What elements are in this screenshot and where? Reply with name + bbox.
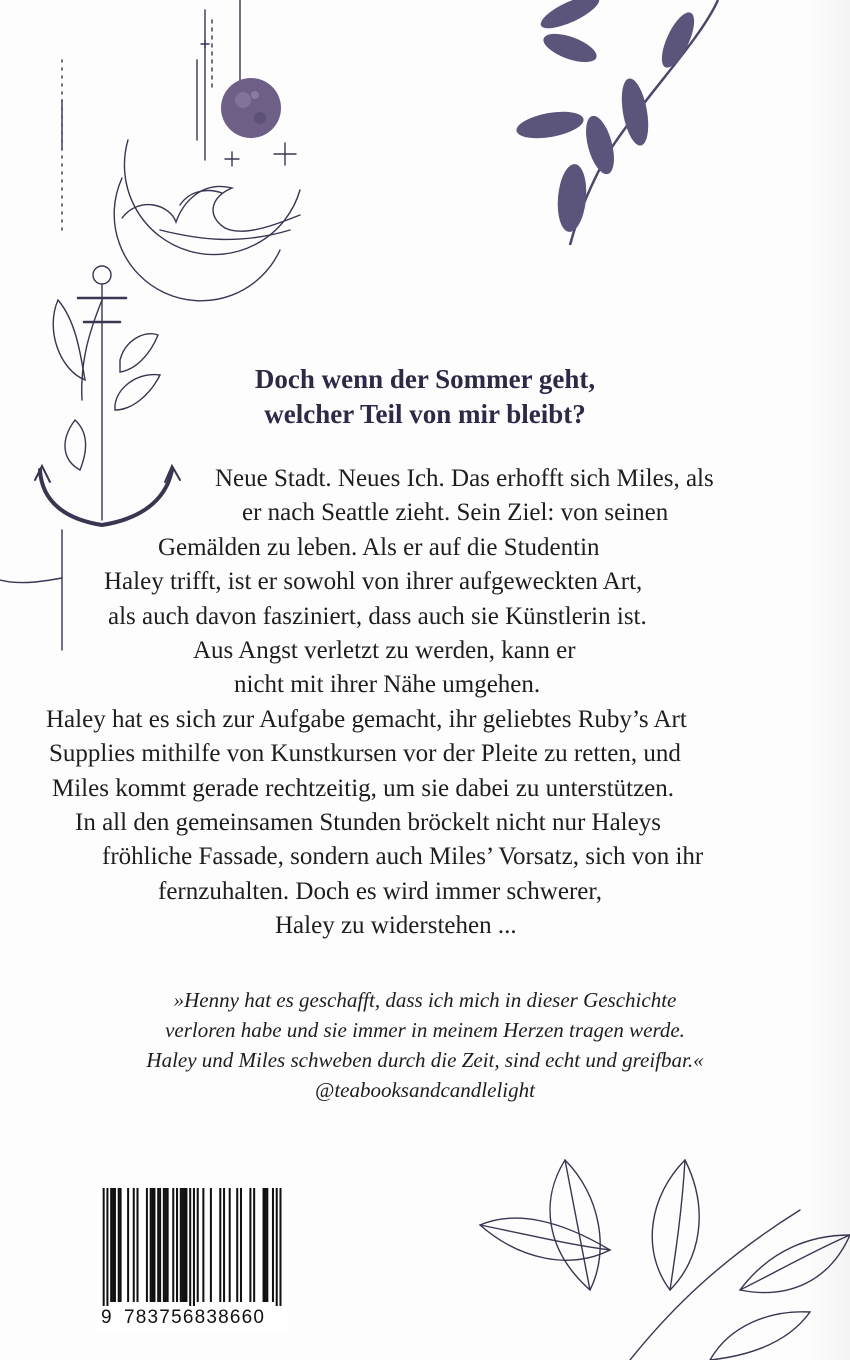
tagline-line: Doch wenn der Sommer geht, xyxy=(254,364,596,394)
barcode-bar xyxy=(112,1188,114,1302)
barcode-bar xyxy=(184,1188,186,1302)
synopsis-line: Haley hat es sich zur Aufgabe gemacht, ihr geliebtes Ruby’s Art xyxy=(46,705,687,733)
barcode-bar xyxy=(202,1188,204,1302)
barcode-bar xyxy=(103,1188,105,1310)
watercolor-leaves-illustration xyxy=(500,0,730,250)
barcode-bar xyxy=(114,1188,116,1302)
barcode-bar xyxy=(279,1188,281,1310)
barcode-bar xyxy=(137,1188,139,1302)
synopsis xyxy=(0,462,850,943)
barcode-bar xyxy=(127,1188,129,1302)
synopsis-line: Neue Stadt. Neues Ich. Das erhofft sich Miles, als xyxy=(215,465,714,492)
quote-line: Haley und Miles schweben durch die Zeit, sind echt und greifbar.« xyxy=(146,1048,704,1072)
barcode-bar xyxy=(146,1188,148,1302)
barcode-bar xyxy=(240,1188,242,1302)
synopsis-line: fröhliche Fassade, sondern auch Miles’ Vorsatz, sich von ihr xyxy=(102,843,704,871)
barcode-bar xyxy=(266,1188,268,1302)
barcode-bar xyxy=(193,1188,195,1310)
synopsis-line: Haley zu widerstehen ... xyxy=(275,912,517,940)
synopsis-line: Gemälden zu leben. Als er auf die Studentin xyxy=(158,533,600,561)
tagline xyxy=(220,362,630,432)
barcode-bar xyxy=(152,1188,154,1302)
barcode-bar xyxy=(118,1188,120,1302)
synopsis-line: Miles kommt gerade rechtzeitig, um sie dabei zu unterstützen. xyxy=(52,774,675,802)
barcode-bar xyxy=(253,1188,255,1302)
tagline-line: welcher Teil von mir bleibt? xyxy=(264,399,586,429)
quote-line: verloren habe und sie immer in meinem Herzen tragen werde. xyxy=(165,1018,685,1042)
moon-icon xyxy=(221,78,281,138)
barcode-bar xyxy=(110,1188,112,1302)
barcode-bar xyxy=(157,1188,159,1302)
barcode-bar xyxy=(229,1188,231,1302)
synopsis-line: fernzuhalten. Doch es wird immer schwerer, xyxy=(158,877,602,905)
barcode-bar xyxy=(106,1188,108,1310)
barcode-bar xyxy=(172,1188,174,1302)
synopsis-line: Supplies mithilfe von Kunstkursen vor der Pleite zu retten, und xyxy=(49,740,681,768)
barcode-bar xyxy=(276,1188,278,1310)
barcode-bar xyxy=(153,1188,155,1302)
barcode-bar xyxy=(189,1188,191,1310)
review-quote xyxy=(100,985,750,1105)
barcode-bar xyxy=(180,1188,182,1302)
isbn-number xyxy=(97,1306,287,1332)
barcode-bar xyxy=(167,1188,169,1302)
synopsis-line: In all den gemeinsamen Stunden bröckelt nicht nur Haleys xyxy=(75,808,661,836)
barcode-bar xyxy=(264,1188,266,1302)
synopsis-line: Haley trifft, ist er sowohl von ihrer aufgeweckten Art, xyxy=(104,568,643,596)
barcode-bar xyxy=(263,1188,265,1302)
barcode-bar xyxy=(176,1188,178,1302)
quote-attribution: @teabooksandcandlelight xyxy=(315,1078,535,1102)
barcode-bar xyxy=(120,1188,122,1302)
outline-leaves-illustration xyxy=(470,1140,850,1360)
barcode-bar xyxy=(249,1188,251,1302)
barcode-bar xyxy=(185,1188,187,1302)
synopsis-line: er nach Seattle zieht. Sein Ziel: von seinen xyxy=(242,499,669,527)
barcode-bar xyxy=(236,1188,238,1302)
barcode-bar xyxy=(133,1188,135,1302)
synopsis-line: als auch davon fasziniert, dass auch sie Künstlerin ist. xyxy=(108,602,647,630)
barcode-bar xyxy=(150,1188,152,1302)
synopsis-line: nicht mit ihrer Nähe umgehen. xyxy=(234,671,541,699)
barcode-bar xyxy=(165,1188,167,1302)
synopsis-line: Aus Angst verletzt zu werden, kann er xyxy=(193,636,576,664)
barcode-bar xyxy=(197,1188,199,1302)
isbn-digits: 783756838660 xyxy=(124,1307,266,1328)
barcode-bar xyxy=(219,1188,221,1302)
barcode-bar xyxy=(223,1188,225,1302)
barcode-bar xyxy=(210,1188,212,1302)
page-edge-shadow xyxy=(810,0,850,1360)
barcode-bar xyxy=(163,1188,165,1302)
barcode-bars xyxy=(97,1188,287,1310)
barcode-bar xyxy=(272,1188,274,1302)
quote-line: »Henny hat es geschafft, dass ich mich in dieser Geschichte xyxy=(173,988,677,1012)
isbn-first-digit: 9 xyxy=(101,1307,112,1328)
barcode-bar xyxy=(159,1188,161,1302)
barcode-bar xyxy=(182,1188,184,1302)
